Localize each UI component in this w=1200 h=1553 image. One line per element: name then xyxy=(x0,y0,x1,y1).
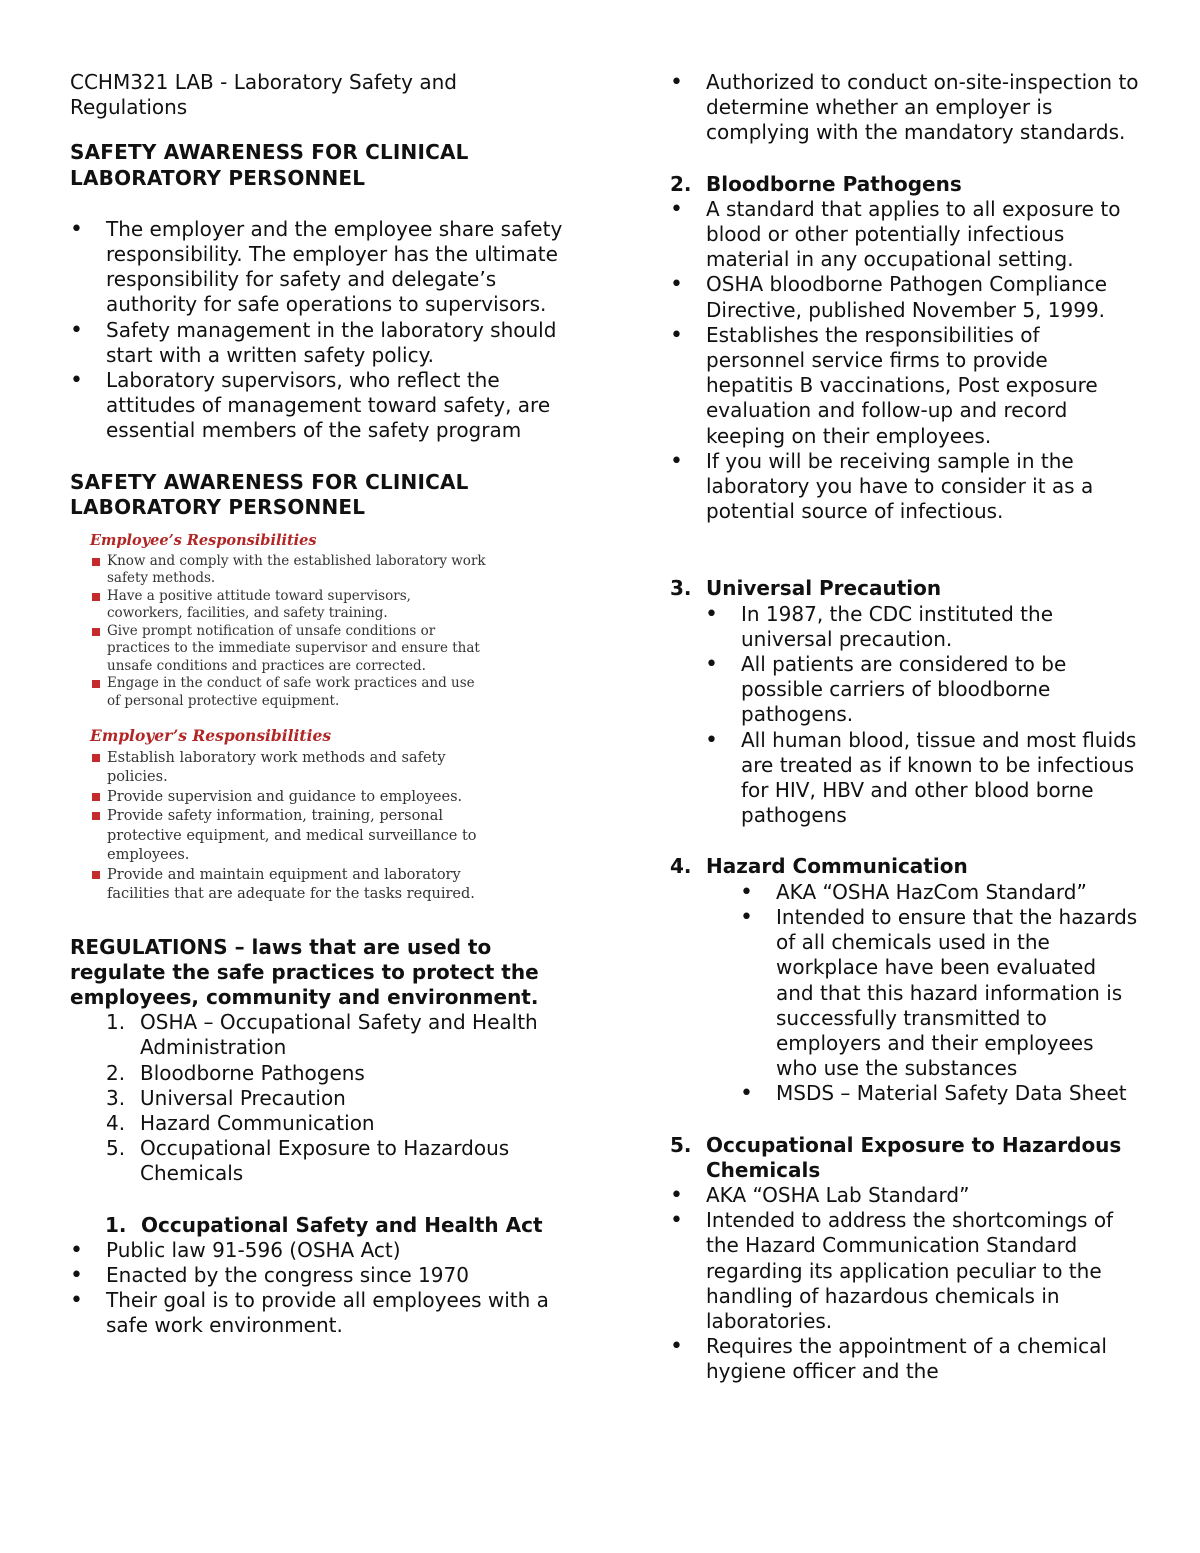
list-item: • Establishes the responsibilities of personnel service firms to provide hepatitis B vaccinations, Post exposure evaluation and follow-up and record keeping on their employees. xyxy=(670,323,1140,449)
list-item: Give prompt notification of unsafe conditions or practices to the immediate supervisor and ensure that unsafe conditions and practices are corrected. xyxy=(90,623,490,676)
hazardous-chemicals-heading: 5. Occupational Exposure to Hazardous Chemicals xyxy=(670,1132,1122,1182)
list-item: • All patients are considered to be possible carriers of bloodborne pathogens. xyxy=(705,652,1140,728)
osha-act-list-continued xyxy=(670,70,1140,146)
regulations-list xyxy=(70,1010,570,1186)
list-item: • Enacted by the congress since 1970 xyxy=(70,1263,570,1288)
document-title: CCHM321 LAB - Laboratory Safety and Regulations xyxy=(70,70,457,120)
list-item: • Requires the appointment of a chemical hygiene officer and the xyxy=(670,1334,1140,1384)
list-item: Provide supervision and guidance to employees. xyxy=(90,788,490,808)
list-item: Provide and maintain equipment and laboratory facilities that are adequate for the tasks required. xyxy=(90,866,490,905)
right-column xyxy=(670,70,1140,1385)
list-item: • AKA “OSHA HazCom Standard” xyxy=(740,880,1140,905)
osha-act-list xyxy=(70,1238,570,1339)
hazard-communication-list xyxy=(670,880,1140,1107)
list-item: • AKA “OSHA Lab Standard” xyxy=(670,1183,1140,1208)
responsibilities-figure xyxy=(90,532,490,905)
universal-precaution-list xyxy=(670,602,1140,829)
list-item: Establish laboratory work methods and safety policies. xyxy=(90,749,490,788)
list-item: • MSDS – Material Safety Data Sheet xyxy=(740,1081,1140,1106)
list-item: • All human blood, tissue and most fluids are treated as if known to be infectious for HIV, HBV and other blood borne pathogens xyxy=(705,728,1140,829)
list-item: 1. OSHA – Occupational Safety and Health Administration xyxy=(106,1010,538,1060)
safety-awareness-list xyxy=(70,217,570,444)
osha-act-heading: 1. Occupational Safety and Health Act xyxy=(105,1212,543,1237)
list-item: 4. Hazard Communication xyxy=(106,1110,375,1135)
list-item: • Safety management in the laboratory should start with a written safety policy. xyxy=(70,318,570,368)
list-item: • Public law 91-596 (OSHA Act) xyxy=(70,1238,570,1263)
list-item: • If you will be receiving sample in the laboratory you have to consider it as a potential source of infectious. xyxy=(670,449,1140,525)
list-item: • Intended to ensure that the hazards of all chemicals used in the workplace have been evaluated and that this hazard information is successfully transmitted to employers and their employees who use the substances xyxy=(740,905,1140,1081)
employer-responsibilities xyxy=(90,726,490,905)
safety-awareness-heading-1: SAFETY AWARENESS FOR CLINICAL LABORATORY PERSONNEL xyxy=(70,140,469,190)
hazard-communication-heading: 4. Hazard Communication xyxy=(670,854,968,879)
bloodborne-heading: 2. Bloodborne Pathogens xyxy=(670,171,962,196)
employee-responsibilities xyxy=(90,532,490,710)
list-item: 2. Bloodborne Pathogens xyxy=(106,1060,365,1085)
list-item: 3. Universal Precaution xyxy=(106,1085,346,1110)
list-item: Have a positive attitude toward supervisors, coworkers, facilities, and safety training. xyxy=(90,588,490,623)
list-item: • Intended to address the shortcomings of the Hazard Communication Standard regarding its application peculiar to the handling of hazardous chemicals in laboratories. xyxy=(670,1208,1140,1334)
left-column xyxy=(70,70,570,1339)
employer-responsibilities-title: Employer’s Responsibilities xyxy=(90,726,332,746)
list-item: • Authorized to conduct on-site-inspection to determine whether an employer is complying with the mandatory standards. xyxy=(670,70,1140,146)
hazardous-chemicals-list xyxy=(670,1183,1140,1385)
universal-precaution-heading: 3. Universal Precaution xyxy=(670,576,942,601)
regulations-heading: REGULATIONS – laws that are used to regulate the safe practices to protect the employees, community and environment. xyxy=(70,934,539,1009)
list-item: • The employer and the employee share safety responsibility. The employer has the ultimate responsibility for safety and delegate’s authority for safe operations to supervisors. xyxy=(70,217,570,318)
safety-awareness-heading-2: SAFETY AWARENESS FOR CLINICAL LABORATORY PERSONNEL xyxy=(70,469,469,519)
list-item: • OSHA bloodborne Pathogen Compliance Directive, published November 5, 1999. xyxy=(670,272,1140,322)
list-item: Provide safety information, training, personal protective equipment, and medical surveillance to employees. xyxy=(90,807,490,866)
list-item: Engage in the conduct of safe work practices and use of personal protective equipment. xyxy=(90,675,490,710)
employee-responsibilities-title: Employee’s Responsibilities xyxy=(90,532,317,550)
list-item: • In 1987, the CDC instituted the universal precaution. xyxy=(705,602,1140,652)
list-item: • Laboratory supervisors, who reflect the attitudes of management toward safety, are essential members of the safety program xyxy=(70,368,570,444)
list-item: Know and comply with the established laboratory work safety methods. xyxy=(90,553,490,588)
list-item: 5. Occupational Exposure to Hazardous Chemicals xyxy=(106,1136,510,1186)
bloodborne-list xyxy=(670,197,1140,525)
list-item: • A standard that applies to all exposure to blood or other potentially infectious material in any occupational setting. xyxy=(670,197,1140,273)
list-item: • Their goal is to provide all employees with a safe work environment. xyxy=(70,1288,570,1338)
